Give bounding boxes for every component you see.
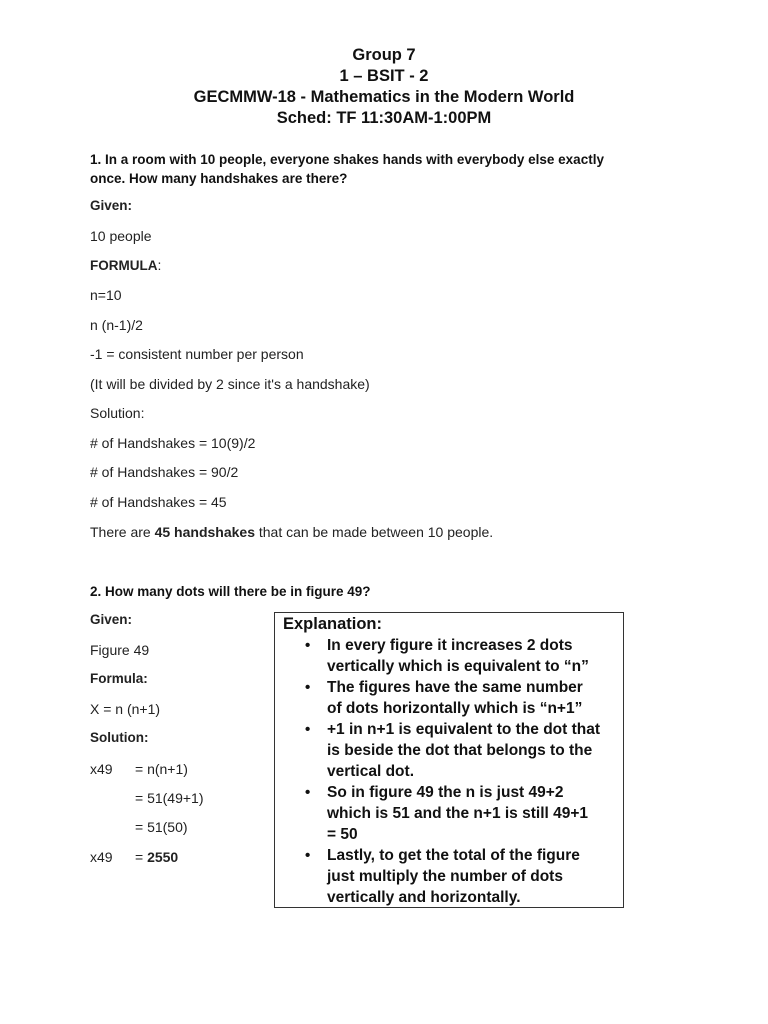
explanation-item — [275, 677, 617, 719]
q1-given-value: 10 people — [90, 228, 152, 244]
explanation-line: The figures have the same number — [327, 679, 583, 696]
q1-note-1: -1 = consistent number per person — [90, 346, 304, 362]
q1-formula-heading — [90, 257, 161, 273]
question-1-line-1: 1. In a room with 10 people, everyone shakes hands with everybody else exactly — [90, 152, 604, 167]
q1-note-2: (It will be divided by 2 since it's a handshake) — [90, 376, 370, 392]
explanation-line: vertical dot. — [327, 763, 414, 780]
q1-conclusion — [90, 524, 493, 540]
q1-conclusion-bold: 45 handshakes — [154, 524, 255, 540]
explanation-line: So in figure 49 the n is just 49+2 — [327, 784, 564, 801]
bullet-icon: • — [305, 784, 311, 801]
explanation-line: vertically which is equivalent to “n” — [327, 658, 589, 675]
q2-step-2: = 51(49+1) — [135, 790, 204, 806]
question-2: 2. How many dots will there be in figure 49? — [90, 584, 371, 599]
q1-conclusion-post: that can be made between 10 people. — [254, 524, 494, 540]
explanation-line: In every figure it increases 2 dots — [327, 637, 573, 654]
q1-conclusion-pre: There are — [90, 524, 155, 540]
q1-step-2: # of Handshakes = 90/2 — [90, 464, 239, 480]
q2-final-answer — [135, 849, 178, 865]
q1-n-value: n=10 — [90, 287, 122, 303]
q2-final-value: 2550 — [147, 849, 179, 865]
q2-given-value: Figure 49 — [90, 642, 150, 658]
explanation-title: Explanation: — [283, 615, 383, 633]
q2-step-3: = 51(50) — [135, 819, 188, 835]
explanation-line: just multiply the number of dots — [327, 868, 563, 885]
bullet-icon: • — [305, 679, 311, 696]
explanation-box — [274, 612, 624, 908]
explanation-line: which is 51 and the n+1 is still 49+1 — [327, 805, 589, 822]
explanation-list — [275, 635, 617, 908]
q1-formula-colon: : — [157, 257, 162, 273]
explanation-line: Lastly, to get the total of the figure — [327, 847, 580, 864]
q1-given-label: Given: — [90, 198, 133, 213]
q1-formula: n (n-1)/2 — [90, 317, 143, 333]
explanation-line: of dots horizontally which is “n+1” — [327, 700, 583, 717]
question-1-line-2: once. How many handshakes are there? — [90, 171, 348, 186]
schedule-title: Sched: TF 11:30AM-1:00PM — [276, 109, 492, 127]
q1-solution-label: Solution: — [90, 405, 145, 421]
explanation-line: = 50 — [327, 826, 358, 843]
q2-formula-label: Formula: — [90, 671, 148, 686]
explanation-line: is beside the dot that belongs to the — [327, 742, 593, 759]
section-title: 1 – BSIT - 2 — [339, 67, 429, 85]
bullet-icon: • — [305, 847, 311, 864]
q2-formula: X = n (n+1) — [90, 701, 161, 717]
group-title: Group 7 — [352, 46, 416, 64]
explanation-item — [275, 845, 617, 908]
question-1 — [90, 150, 604, 188]
explanation-item — [275, 635, 617, 677]
explanation-item — [275, 719, 617, 782]
q2-step-1: = n(n+1) — [135, 761, 188, 777]
bullet-icon: • — [305, 637, 311, 654]
q1-step-1: # of Handshakes = 10(9)/2 — [90, 435, 256, 451]
q1-formula-label: FORMULA — [90, 258, 158, 273]
document-header — [0, 45, 768, 129]
course-title: GECMMW-18 - Mathematics in the Modern World — [193, 88, 575, 106]
q2-final-eq: = — [135, 849, 148, 865]
bullet-icon: • — [305, 721, 311, 738]
q1-step-3: # of Handshakes = 45 — [90, 494, 227, 510]
q2-x49-label: x49 — [90, 761, 113, 777]
explanation-item — [275, 782, 617, 845]
explanation-line: +1 in n+1 is equivalent to the dot that — [327, 721, 601, 738]
q2-solution-label: Solution: — [90, 730, 149, 745]
q2-given-label: Given: — [90, 612, 133, 627]
explanation-line: vertically and horizontally. — [327, 889, 521, 906]
q2-x49-label-final: x49 — [90, 849, 113, 865]
